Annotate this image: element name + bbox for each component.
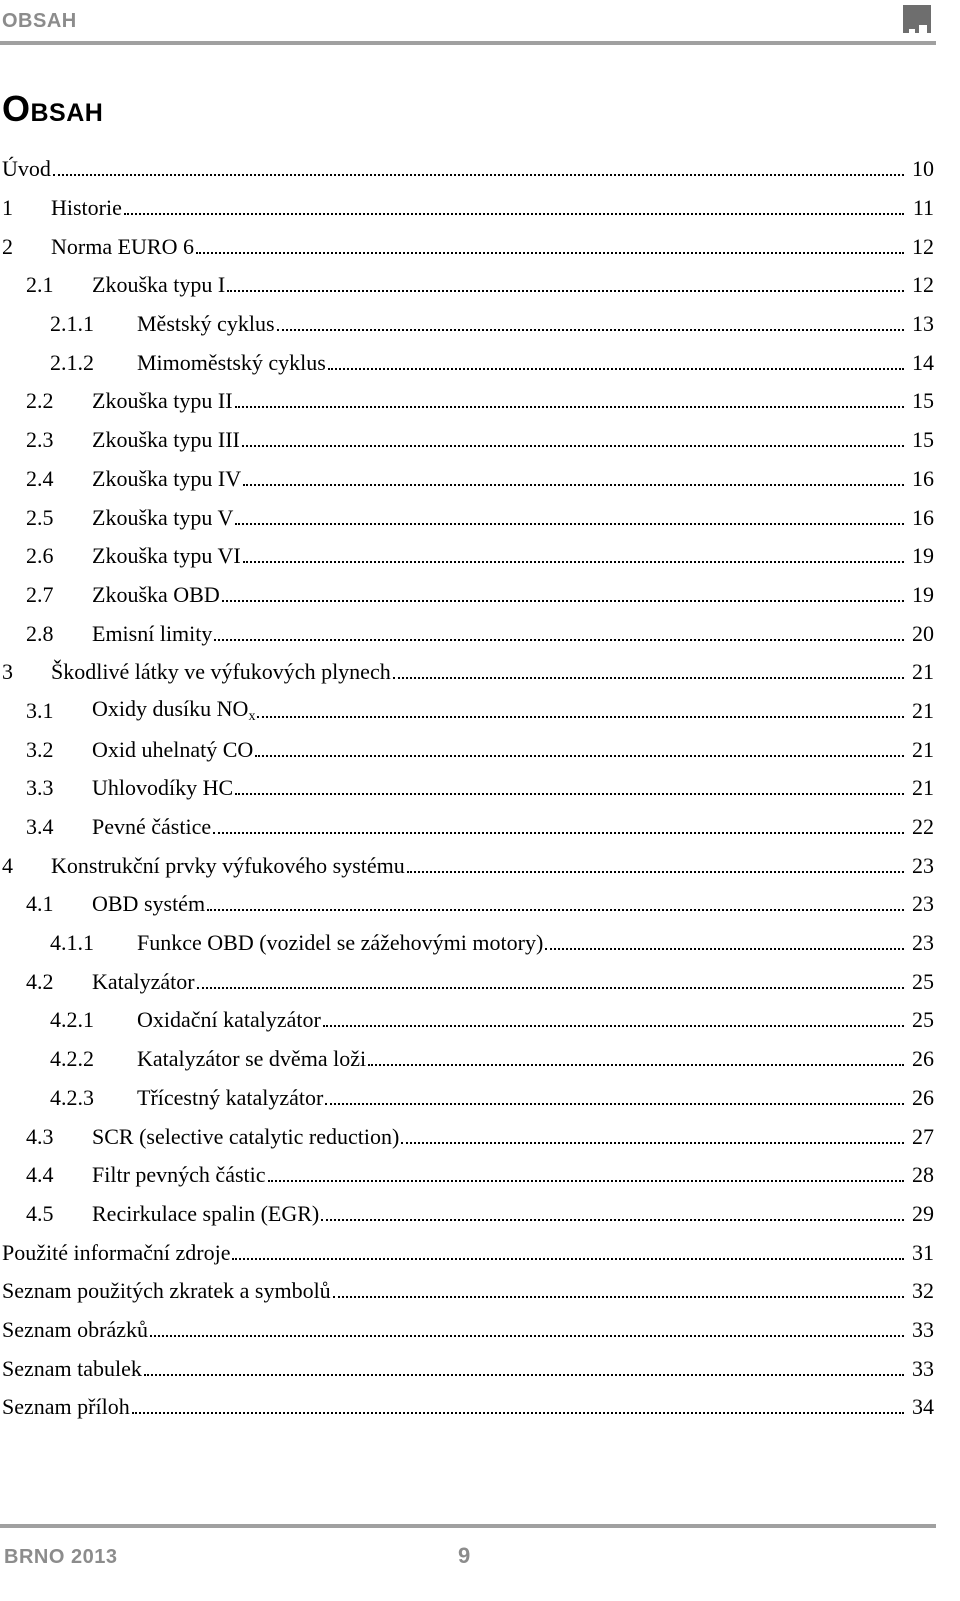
logo-icon: [901, 3, 933, 35]
toc-entry[interactable]: [0, 537, 934, 576]
toc-entry-page: 23: [912, 852, 934, 878]
toc-entry-page: 23: [912, 930, 934, 956]
toc-entry-number: 4.1.1: [50, 930, 94, 956]
toc-entry-number: 4: [2, 852, 13, 878]
toc-dot-leader: [407, 871, 904, 873]
toc-dot-leader: [328, 368, 904, 370]
toc-entry-title: [92, 272, 225, 298]
toc-entry-title: [51, 234, 194, 260]
toc-entry-title-text: Seznam použitých zkratek a symbolů: [2, 1278, 331, 1304]
toc-entry[interactable]: [0, 924, 934, 963]
toc-entry[interactable]: [0, 576, 934, 615]
toc-dot-leader: [242, 445, 904, 447]
toc-entry[interactable]: [0, 1388, 934, 1427]
toc-dot-leader: [235, 406, 904, 408]
toc-entry-title-text: Seznam příloh: [2, 1394, 130, 1420]
toc-entry-number: 2.1: [26, 272, 54, 298]
toc-entry[interactable]: [0, 614, 934, 653]
footer-page-number: 9: [458, 1543, 471, 1568]
toc-dot-leader: [214, 639, 904, 641]
toc-entry[interactable]: [0, 150, 934, 189]
toc-entry-title-text: SCR (selective catalytic reduction): [92, 1123, 400, 1149]
toc-dot-leader: [235, 793, 904, 795]
toc-entry[interactable]: [0, 885, 934, 924]
toc-entry-page: 21: [912, 775, 934, 801]
toc-entry[interactable]: [0, 769, 934, 808]
toc-entry-title-text: Zkouška typu VI: [92, 543, 241, 569]
toc-entry-number: 3: [2, 659, 13, 685]
toc-entry[interactable]: [0, 653, 934, 692]
toc-dot-leader: [393, 677, 904, 679]
toc-dot-leader: [227, 290, 904, 292]
toc-entry-page: 21: [912, 659, 934, 685]
toc-entry-title-text: Oxid uhelnatý CO: [92, 736, 254, 762]
toc-entry[interactable]: [0, 460, 934, 499]
toc-entry-page: 26: [912, 1084, 934, 1110]
toc-entry-number: 2.6: [26, 543, 54, 569]
toc-entry-title: [92, 621, 212, 647]
toc-dot-leader: [232, 1258, 904, 1260]
toc-entry-title: [137, 1046, 366, 1072]
toc-dot-leader: [243, 561, 904, 563]
toc-entry-title-text: Katalyzátor: [92, 968, 195, 994]
toc-entry-title-text: Oxidy dusíku NO: [92, 696, 249, 722]
toc-entry-title: [2, 1356, 142, 1382]
toc-entry[interactable]: [0, 692, 934, 731]
toc-entry[interactable]: [0, 421, 934, 460]
toc-entry-title: [137, 1007, 321, 1033]
toc-dot-leader: [401, 1142, 904, 1144]
toc-entry-page: 21: [912, 736, 934, 762]
toc-entry-page: 26: [912, 1046, 934, 1072]
toc-entry-page: 28: [912, 1162, 934, 1188]
toc-dot-leader: [545, 948, 904, 950]
toc-entry-subscript: x: [248, 709, 256, 725]
toc-dot-leader: [235, 523, 904, 525]
toc-dot-leader: [197, 987, 904, 989]
toc-entry-page: 19: [912, 543, 934, 569]
toc-entry-title-text: Zkouška typu V: [92, 504, 234, 530]
toc-entry-page: 15: [912, 388, 934, 414]
toc-entry-page: 12: [912, 272, 934, 298]
toc-dot-leader: [325, 1103, 904, 1105]
toc-entry-title-text: Pevné částice: [92, 814, 212, 840]
toc-entry[interactable]: [0, 382, 934, 421]
toc-entry-title: [51, 659, 391, 685]
toc-entry-title-text: Historie: [51, 195, 122, 221]
toc-entry-page: 14: [912, 349, 934, 375]
toc-entry-number: 3.4: [26, 814, 54, 840]
toc-entry-title-text: Škodlivé látky ve výfukových plynech: [51, 659, 391, 685]
toc-entry-title: [92, 737, 253, 763]
toc-entry-number: 3.2: [26, 736, 54, 762]
toc-entry-page: 22: [912, 814, 934, 840]
toc-entry-page: 34: [912, 1394, 934, 1420]
toc-entry-page: 16: [912, 465, 934, 491]
toc-entry[interactable]: [0, 1001, 934, 1040]
toc-entry[interactable]: [0, 1079, 934, 1118]
toc-title: Obsah: [2, 88, 104, 129]
toc-entry-title-text: Funkce OBD (vozidel se zážehovými motory): [137, 930, 544, 956]
toc-entry-page: 19: [912, 581, 934, 607]
toc-entry-title: [92, 775, 233, 801]
toc-entry-number: 2.4: [26, 465, 54, 491]
toc-entry-number: 2.5: [26, 504, 54, 530]
toc-dot-leader: [124, 213, 904, 215]
header-rule: [0, 41, 936, 45]
toc-entry-number: 4.2: [26, 968, 54, 994]
toc-entry-title: [2, 1278, 331, 1304]
toc-entry[interactable]: [0, 808, 934, 847]
toc-entry-title: [92, 969, 195, 995]
toc-entry[interactable]: [0, 730, 934, 769]
toc-entry-page: 10: [912, 156, 934, 182]
toc-entry-number: 3.1: [26, 697, 54, 723]
toc-entry-title-text: Oxidační katalyzátor: [137, 1007, 321, 1033]
toc-entry-page: 25: [912, 968, 934, 994]
toc-entry-title-text: Zkouška OBD: [92, 581, 220, 607]
toc-entry-title: [92, 427, 240, 453]
toc-entry-title: [137, 350, 326, 376]
toc-entry-page: 23: [912, 891, 934, 917]
toc-entry-title: [51, 853, 405, 879]
toc-entry-title: [2, 1317, 148, 1343]
toc-entry-page: 33: [912, 1355, 934, 1381]
toc-entry-title-text: Městský cyklus: [137, 311, 275, 337]
toc-entry-number: 2.2: [26, 388, 54, 414]
toc-entry[interactable]: [0, 1156, 934, 1195]
toc-entry-page: 20: [912, 620, 934, 646]
toc-entry-title: [51, 195, 122, 221]
toc-entry-title-text: Třícestný katalyzátor: [137, 1084, 324, 1110]
toc-entry-page: 15: [912, 427, 934, 453]
toc-entry-title-text: Recirkulace spalin (EGR): [92, 1200, 320, 1226]
toc-entry-number: 4.4: [26, 1162, 54, 1188]
toc-dot-leader: [323, 1025, 904, 1027]
toc-entry[interactable]: [0, 266, 934, 305]
toc-entry-page: 32: [912, 1278, 934, 1304]
toc-dot-leader: [268, 1180, 904, 1182]
toc-entry-title-text: Zkouška typu II: [92, 388, 233, 414]
toc-entry-title: [92, 696, 255, 725]
toc-entry[interactable]: [0, 962, 934, 1001]
toc-entry-title-text: Katalyzátor se dvěma loži: [137, 1046, 367, 1072]
toc-entry-page: 12: [912, 233, 934, 259]
toc-entry-title: [2, 1394, 130, 1420]
toc-entry-page: 13: [912, 311, 934, 337]
toc-entry-title-text: Použité informační zdroje: [2, 1239, 231, 1265]
toc-entry-title: [92, 814, 211, 840]
toc-entry-title-text: Zkouška typu III: [92, 427, 240, 453]
toc-dot-leader: [257, 716, 904, 718]
toc-entry-title-text: Filtr pevných částic: [92, 1162, 266, 1188]
toc-dot-leader: [53, 174, 904, 176]
toc-entry-title-text: Emisní limity: [92, 620, 213, 646]
toc-entry-page: 11: [912, 195, 934, 221]
toc-entry[interactable]: [0, 1195, 934, 1234]
toc-entry-page: 27: [912, 1123, 934, 1149]
toc-entry-title-text: Zkouška typu IV: [92, 465, 242, 491]
toc-entry-page: 31: [912, 1239, 934, 1265]
toc-entry-title: [92, 582, 220, 608]
toc-entry-title-text: Uhlovodíky HC: [92, 775, 234, 801]
footer-rule: [0, 1524, 936, 1528]
toc-dot-leader: [150, 1335, 904, 1337]
toc-dot-leader: [277, 329, 905, 331]
toc-entry-title: [137, 311, 275, 337]
toc-entry-number: 2.1.1: [50, 311, 94, 337]
toc-entry-title: [92, 1201, 319, 1227]
running-header: OBSAH: [2, 10, 77, 32]
toc-entry-page: 21: [912, 697, 934, 723]
toc-entry-title-text: Seznam tabulek: [2, 1355, 142, 1381]
toc-entry-page: 29: [912, 1200, 934, 1226]
toc-dot-leader: [321, 1219, 904, 1221]
toc-entry-title-text: Mimoměstský cyklus: [137, 349, 326, 375]
toc-entry[interactable]: [0, 498, 934, 537]
toc-entry-title: [92, 1124, 399, 1150]
toc-entry[interactable]: [0, 189, 934, 228]
toc-dot-leader: [213, 832, 904, 834]
toc-entry-title: [137, 1085, 323, 1111]
toc-dot-leader: [132, 1412, 904, 1414]
toc-entry[interactable]: [0, 846, 934, 885]
toc-entry[interactable]: [0, 305, 934, 344]
toc-entry-page: 25: [912, 1007, 934, 1033]
toc-dot-leader: [207, 909, 904, 911]
toc-entry-title: [92, 891, 205, 917]
toc-entry-page: 33: [912, 1316, 934, 1342]
toc-entry-number: 4.2.2: [50, 1046, 94, 1072]
toc-entry[interactable]: [0, 1311, 934, 1350]
toc-entry-number: 4.2.1: [50, 1007, 94, 1033]
toc-entry[interactable]: [0, 1272, 934, 1311]
toc-entry-title-text: Norma EURO 6: [51, 233, 194, 259]
toc-dot-leader: [368, 1064, 904, 1066]
toc-entry-number: 2: [2, 233, 13, 259]
table-of-contents: [0, 150, 934, 1427]
toc-entry-title: [2, 1240, 230, 1266]
toc-dot-leader: [243, 484, 904, 486]
toc-entry[interactable]: [0, 1040, 934, 1079]
toc-entry-number: 3.3: [26, 775, 54, 801]
toc-entry-number: 2.8: [26, 620, 54, 646]
toc-entry-title: [92, 505, 233, 531]
toc-entry-title-text: OBD systém: [92, 891, 206, 917]
toc-entry-title: [2, 156, 51, 182]
toc-entry-number: 1: [2, 195, 13, 221]
toc-entry-number: 2.3: [26, 427, 54, 453]
toc-entry-number: 4.3: [26, 1123, 54, 1149]
toc-entry[interactable]: [0, 1349, 934, 1388]
toc-dot-leader: [255, 755, 904, 757]
toc-entry-title: [92, 543, 241, 569]
toc-entry[interactable]: [0, 1233, 934, 1272]
toc-entry[interactable]: [0, 227, 934, 266]
toc-entry-title-text: Zkouška typu I: [92, 272, 226, 298]
toc-entry[interactable]: [0, 1117, 934, 1156]
toc-entry-number: 4.5: [26, 1200, 54, 1226]
toc-entry[interactable]: [0, 343, 934, 382]
toc-dot-leader: [222, 600, 904, 602]
toc-dot-leader: [196, 252, 904, 254]
toc-entry-title: [92, 466, 241, 492]
toc-entry-number: 2.7: [26, 581, 54, 607]
toc-entry-page: 16: [912, 504, 934, 530]
toc-entry-number: 2.1.2: [50, 349, 94, 375]
toc-entry-title: [137, 930, 543, 956]
toc-entry-title-text: Konstrukční prvky výfukového systému: [51, 852, 405, 878]
toc-entry-number: 4.2.3: [50, 1084, 94, 1110]
toc-dot-leader: [144, 1374, 904, 1376]
toc-entry-title: [92, 388, 233, 414]
toc-entry-title-text: Seznam obrázků: [2, 1316, 148, 1342]
toc-entry-title: [92, 1162, 266, 1188]
footer-institution-year: BRNO 2013: [4, 1546, 118, 1568]
toc-entry-number: 4.1: [26, 891, 54, 917]
toc-entry-title-text: Úvod: [2, 156, 51, 182]
toc-dot-leader: [333, 1296, 904, 1298]
